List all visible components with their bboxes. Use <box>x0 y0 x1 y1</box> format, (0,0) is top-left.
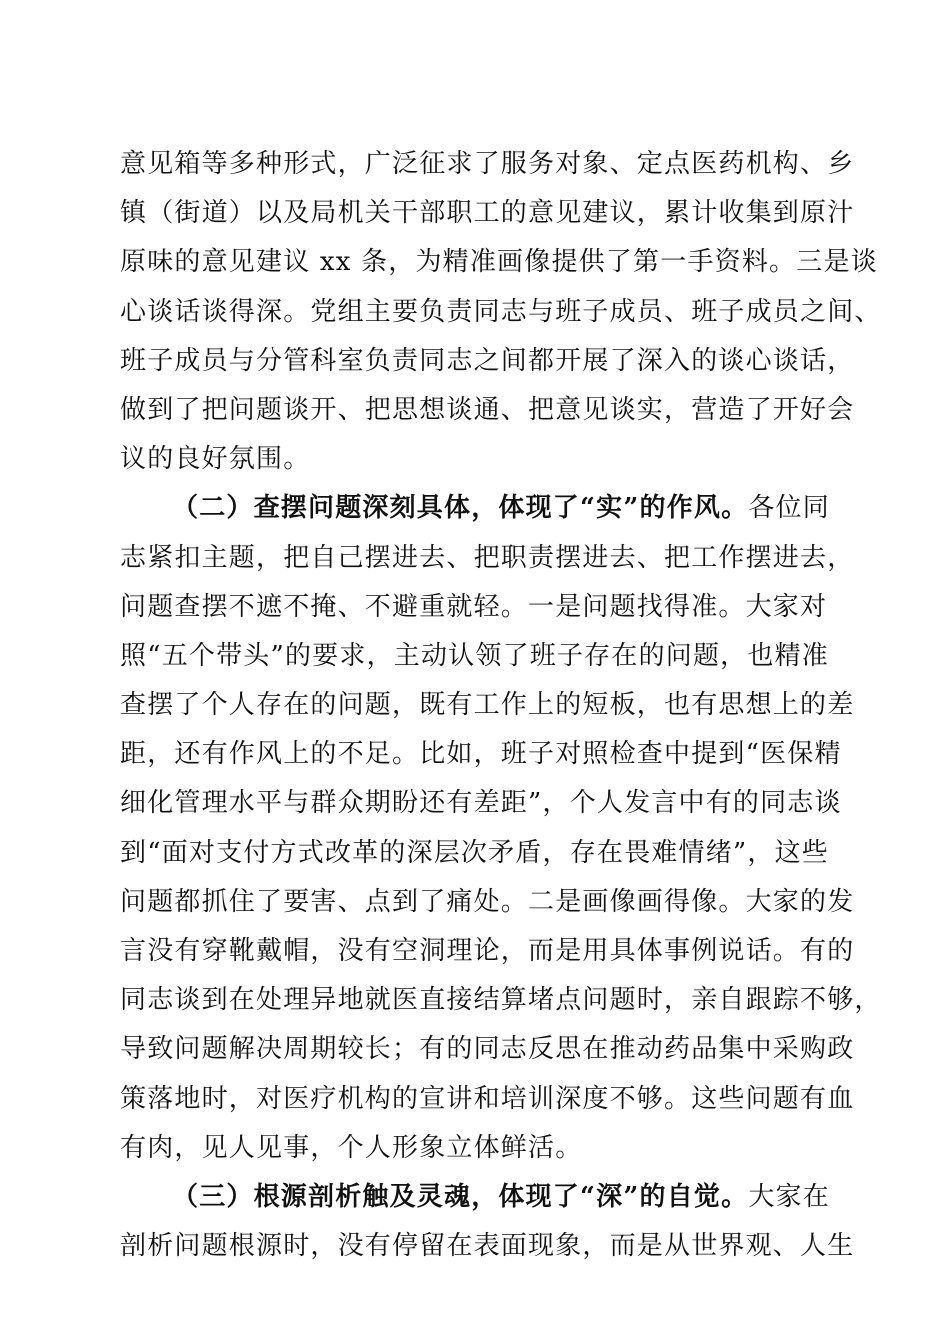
line-text: 意见箱等多种形式，广泛征求了服务对象、定点医药机构、乡 <box>120 149 855 179</box>
text-line-5 <box>120 337 855 386</box>
text-line-13 <box>120 730 842 779</box>
text-line-1 <box>120 140 855 189</box>
line-text: 到“面对支付方式改革的深层次矛盾，存在畏难情绪”，这些 <box>120 837 829 868</box>
line-text: 议的良好氛围。 <box>120 444 311 475</box>
line-text: 问题查摆不遮不掩、不避重就轻。一是问题找得准。大家对 <box>120 591 828 622</box>
line-text: 策落地时，对医疗机构的宣讲和培训深度不够。这些问题有血 <box>120 1083 855 1114</box>
line-text: 班子成员与分管科室负责同志之间都开展了深入的谈心谈话， <box>120 345 855 376</box>
text-line-23 <box>120 1222 855 1271</box>
text-line-16 <box>120 878 855 927</box>
line-text: 镇（街道）以及局机关干部职工的意见建议，累计收集到原汁 <box>120 198 855 229</box>
text-line-18 <box>120 976 882 1025</box>
section-heading-2 <box>120 484 832 533</box>
text-line-15 <box>120 829 832 878</box>
text-line-7 <box>120 435 832 484</box>
line-text: 有肉，见人见事，个人形象立体鲜活。 <box>120 1132 583 1163</box>
text-line-19 <box>120 1025 855 1074</box>
line-text: 问题都抓住了要害、点到了痛处。二是画像画得像。大家的发 <box>120 886 855 917</box>
document-page <box>120 140 882 1271</box>
text-line-17 <box>120 927 855 976</box>
text-line-11 <box>120 632 832 681</box>
text-line-12 <box>120 681 855 730</box>
text-line-10 <box>120 583 832 632</box>
text-line-6 <box>120 386 855 435</box>
text-line-3 <box>120 238 878 287</box>
line-text: 同志谈到在处理异地就医直接结算堵点问题时，亲自跟踪不够， <box>120 985 882 1016</box>
text-line-14 <box>120 779 842 828</box>
line-text: 剖析问题根源时，没有停留在表面现象，而是从世界观、人生 <box>120 1231 855 1262</box>
line-text: 导致问题解决周期较长；有的同志反思在推动药品集中采购政 <box>120 1034 855 1065</box>
text-line-2 <box>120 189 855 238</box>
text-line-21 <box>120 1124 832 1173</box>
text-line-9 <box>120 534 855 583</box>
line-text: 做到了把问题谈开、把思想谈通、把意见谈实，营造了开好会 <box>120 394 855 425</box>
line-text: 查摆了个人存在的问题，既有工作上的短板，也有思想上的差 <box>120 690 855 721</box>
text-line-20 <box>120 1075 855 1124</box>
line-text: 心谈话谈得深。党组主要负责同志与班子成员、班子成员之间、 <box>120 296 882 327</box>
line-text: 照“五个带头”的要求，主动认领了班子存在的问题，也精准 <box>120 640 829 671</box>
section-heading-text: （二）查摆问题深刻具体，体现了“实”的作风。 <box>172 493 749 524</box>
line-text: 原味的意见建议 xx 条，为精准画像提供了第一手资料。三是谈 <box>120 247 878 278</box>
line-text: 各位同 <box>748 493 830 524</box>
line-text: 大家在 <box>748 1181 830 1212</box>
section-heading-text: （三）根源剖析触及灵魂，体现了“深”的自觉。 <box>172 1181 749 1212</box>
section-heading-3 <box>120 1173 832 1222</box>
line-text: 言没有穿靴戴帽，没有空洞理论，而是用具体事例说话。有的 <box>120 936 855 966</box>
text-line-4 <box>120 288 882 337</box>
line-text: 距，还有作风上的不足。比如，班子对照检查中提到“医保精 <box>120 739 842 770</box>
line-text: 志紧扣主题，把自己摆进去、把职责摆进去、把工作摆进去， <box>120 542 855 573</box>
line-text: 细化管理水平与群众期盼还有差距”，个人发言中有的同志谈 <box>120 788 842 819</box>
